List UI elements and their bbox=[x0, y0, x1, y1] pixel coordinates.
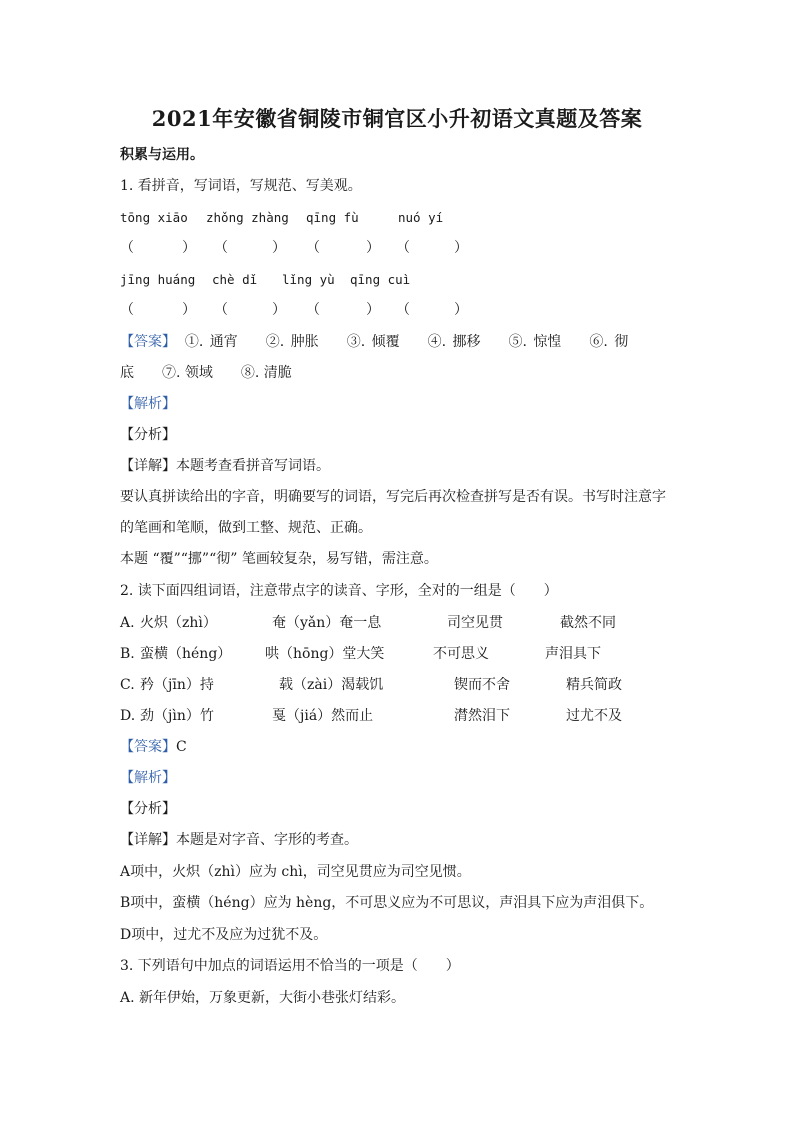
option-item: 声泪具下 bbox=[545, 646, 601, 662]
detail-text: 本题是对字音、字形的考查。 bbox=[176, 832, 358, 848]
q1-detail bbox=[120, 457, 330, 475]
blank-open: （ bbox=[396, 240, 410, 256]
blank-close: ） bbox=[182, 302, 196, 318]
pinyin-item: tōng xiāo bbox=[120, 210, 188, 225]
analysis-tag: 【解析】 bbox=[120, 396, 176, 412]
detail-tag: 【详解】 bbox=[120, 458, 176, 474]
pinyin-item: nuó yí bbox=[398, 210, 444, 225]
pinyin-item: zhǒng zhàng bbox=[206, 210, 289, 225]
pinyin-item: lǐng yù bbox=[282, 272, 335, 287]
detail-tag: 【详解】 bbox=[120, 832, 176, 848]
option-item: 火炽（zhì） bbox=[140, 615, 217, 631]
blank-open: （ bbox=[120, 302, 134, 318]
fenxi-tag: 【分析】 bbox=[120, 801, 176, 817]
option-item: 奄（yǎn）奄一息 bbox=[272, 615, 382, 631]
q1-para1-line2: 的笔画和笔顺，做到工整、规范、正确。 bbox=[120, 520, 372, 536]
option-label: A. bbox=[120, 615, 135, 631]
q1-answer-line bbox=[120, 333, 628, 351]
answer-text: ①. 通宵 ②. 肿胀 ③. 倾覆 ④. 挪移 ⑤. 惊惶 ⑥. 彻 bbox=[184, 334, 629, 350]
blank-close: ） bbox=[366, 240, 380, 256]
blank-close: ） bbox=[272, 302, 286, 318]
option-item: 精兵简政 bbox=[566, 677, 622, 693]
option-item: 不可思义 bbox=[433, 646, 489, 662]
q2-d-explain: D项中，过尤不及应为过犹不及。 bbox=[120, 927, 328, 943]
q1-stem: 1. 看拼音，写词语，写规范、写美观。 bbox=[120, 178, 362, 194]
option-item: 司空见贯 bbox=[447, 615, 503, 631]
option-item: 过尤不及 bbox=[566, 708, 622, 724]
option-item: 蛮横（héng） bbox=[140, 646, 232, 662]
q2-b-explain: B项中，蛮横（héng）应为 hèng，不可思义应为不可思议，声泪具下应为声泪俱下。 bbox=[120, 895, 654, 911]
section-heading: 积累与运用。 bbox=[120, 147, 204, 163]
option-item: 截然不同 bbox=[560, 615, 616, 631]
analysis-tag: 【解析】 bbox=[120, 770, 176, 786]
pinyin-item: qīng fù bbox=[306, 210, 359, 225]
blank-open: （ bbox=[214, 240, 228, 256]
q1-para2: 本题 “覆”“挪”“彻” 笔画较复杂，易写错，需注意。 bbox=[120, 551, 438, 567]
blank-close: ） bbox=[454, 240, 468, 256]
blank-open: （ bbox=[214, 302, 228, 318]
page-title: 2021年安徽省铜陵市铜官区小升初语文真题及答案 bbox=[151, 106, 643, 131]
answer-text: C bbox=[176, 739, 187, 755]
blank-open: （ bbox=[396, 302, 410, 318]
pinyin-item: jīng huáng bbox=[120, 272, 196, 287]
q2-stem: 2. 读下面四组词语，注意带点字的读音、字形，全对的一组是（ ） bbox=[120, 583, 558, 599]
option-item: 哄（hōng）堂大笑 bbox=[265, 646, 385, 662]
q3-option-a: A. 新年伊始，万象更新，大街小巷张灯结彩。 bbox=[120, 990, 406, 1006]
fenxi-tag: 【分析】 bbox=[120, 427, 176, 443]
option-item: 锲而不舍 bbox=[454, 677, 510, 693]
pinyin-item: chè dǐ bbox=[212, 272, 258, 287]
q2-a-explain: A项中，火炽（zhì）应为 chì，司空见贯应为司空见惯。 bbox=[120, 864, 471, 880]
option-label: C. bbox=[120, 677, 135, 693]
blank-open: （ bbox=[306, 240, 320, 256]
q2-answer-line bbox=[120, 738, 187, 756]
blank-open: （ bbox=[306, 302, 320, 318]
option-item: 劲（jìn）竹 bbox=[140, 708, 214, 724]
detail-text: 本题考查看拼音写词语。 bbox=[176, 458, 330, 474]
blank-open: （ bbox=[120, 240, 134, 256]
option-label: D. bbox=[120, 708, 136, 724]
pinyin-item: qīng cuì bbox=[350, 272, 411, 287]
q1-answer-cont: 底 ⑦. 领域 ⑧. 清脆 bbox=[120, 365, 292, 381]
q2-detail bbox=[120, 831, 358, 849]
option-item: 戛（jiá）然而止 bbox=[272, 708, 374, 724]
blank-close: ） bbox=[272, 240, 286, 256]
answer-tag: 【答案】 bbox=[120, 739, 176, 755]
q3-stem: 3. 下列语句中加点的词语运用不恰当的一项是（ ） bbox=[120, 958, 460, 974]
option-item: 潸然泪下 bbox=[454, 708, 510, 724]
blank-close: ） bbox=[182, 240, 196, 256]
q1-para1-line1: 要认真拼读给出的字音，明确要写的词语，写完后再次检查拼写是否有误。书写时注意字 bbox=[120, 489, 666, 505]
answer-tag: 【答案】 bbox=[120, 334, 176, 350]
blank-close: ） bbox=[454, 302, 468, 318]
blank-close: ） bbox=[366, 302, 380, 318]
option-label: B. bbox=[120, 646, 135, 662]
option-item: 矜（jīn）持 bbox=[140, 677, 214, 693]
option-item: 载（zài）渴载饥 bbox=[279, 677, 384, 693]
